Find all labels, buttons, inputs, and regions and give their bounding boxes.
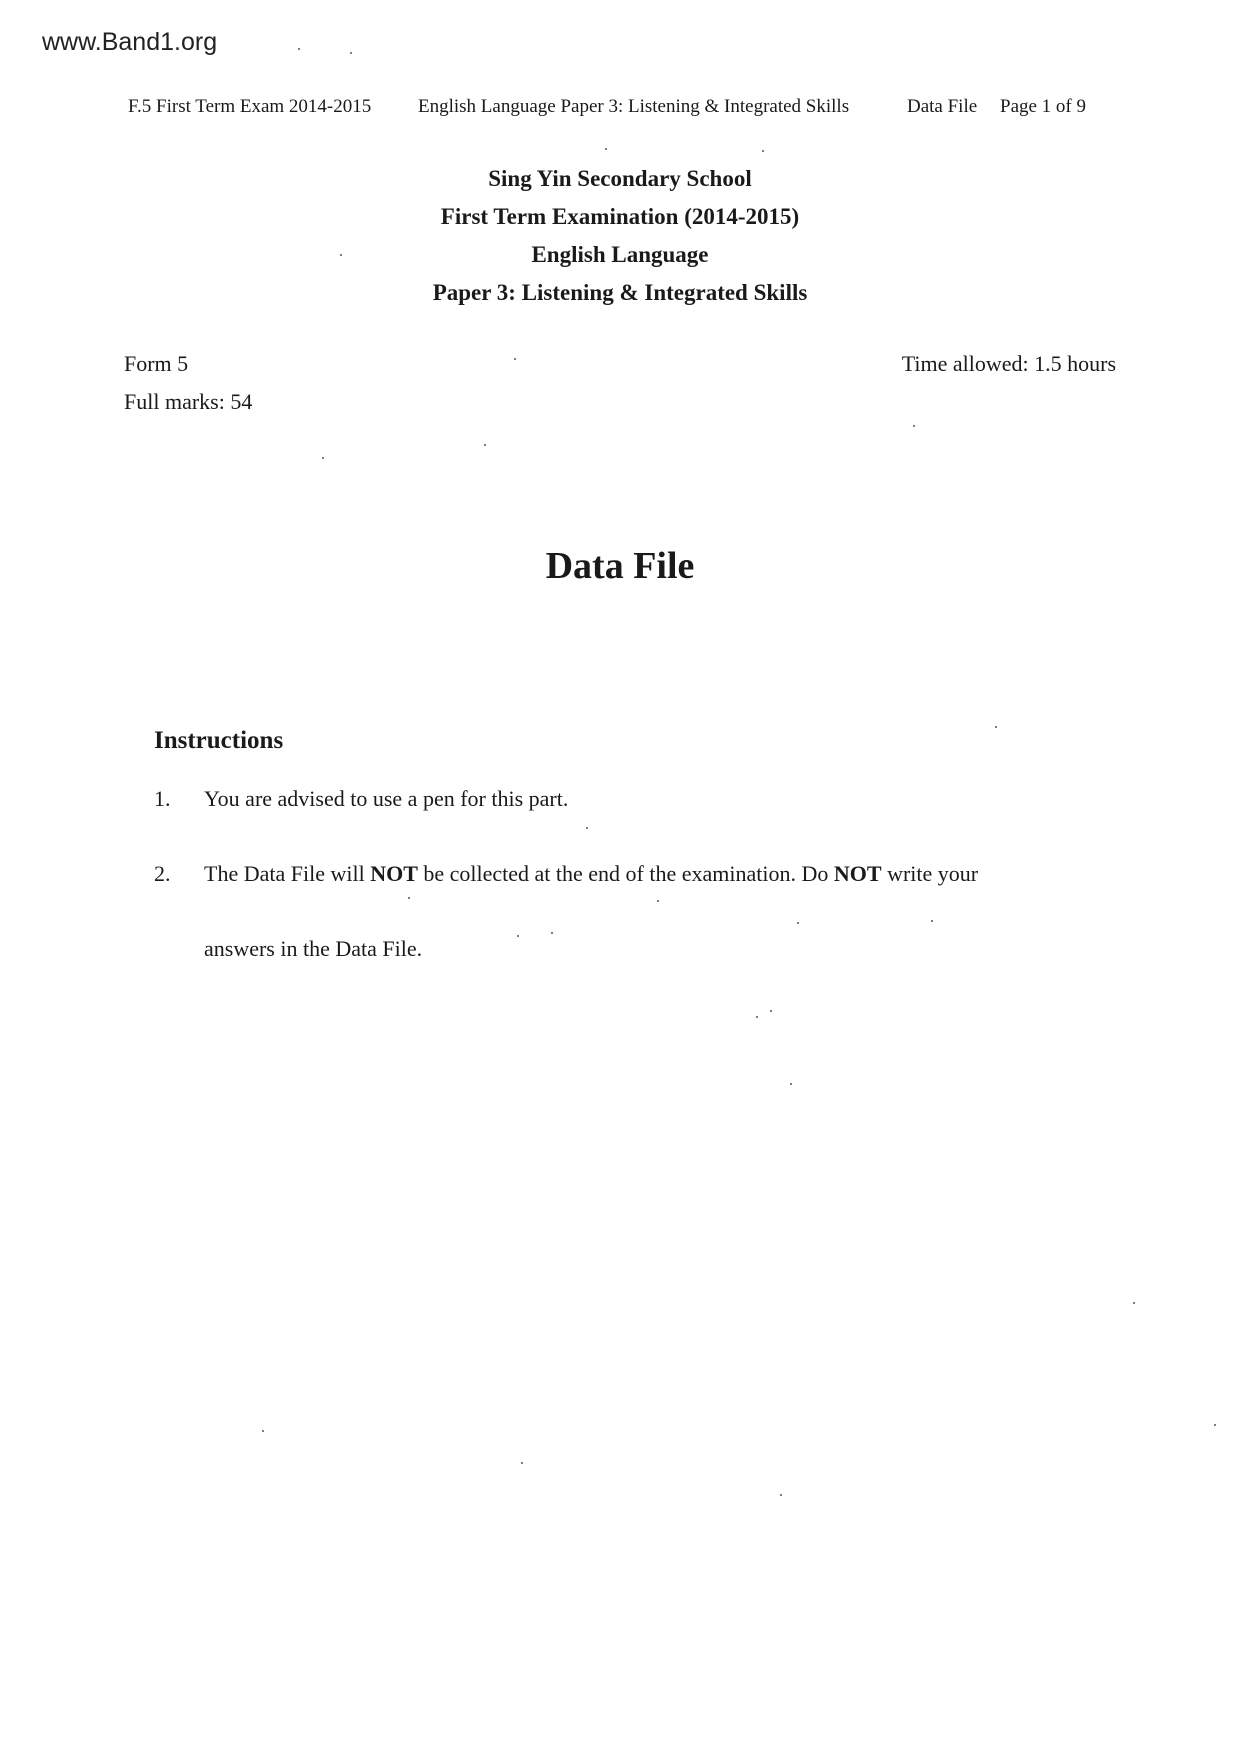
instruction-text [204, 861, 978, 887]
instruction-number: 2. [154, 861, 171, 886]
scan-speck [586, 827, 588, 829]
instruction-emphasis: NOT [833, 861, 882, 886]
scan-speck [657, 900, 659, 902]
scan-speck [262, 1430, 264, 1432]
header-exam: F.5 First Term Exam 2014-2015 [128, 96, 372, 117]
scan-speck [521, 1462, 523, 1464]
instruction-text-part: write your [881, 861, 979, 886]
watermark: www.Band1.org [42, 28, 218, 56]
full-marks-label: Full marks: 54 [124, 389, 253, 414]
scan-speck [517, 935, 519, 937]
scan-speck [298, 48, 300, 50]
scan-speck [770, 1010, 772, 1012]
scan-speck [790, 1083, 792, 1085]
instruction-text: You are advised to use a pen for this part. [204, 786, 569, 811]
scan-speck [514, 358, 516, 360]
scan-speck [931, 920, 933, 922]
scan-speck [913, 425, 915, 427]
scan-speck [484, 444, 486, 446]
scan-speck [605, 148, 607, 150]
form-label: Form 5 [124, 351, 189, 376]
scan-speck [780, 1494, 782, 1496]
instruction-emphasis: NOT [370, 861, 418, 886]
scan-speck [797, 922, 799, 924]
scan-speck [408, 897, 410, 899]
exam-name: First Term Examination (2014-2015) [440, 204, 800, 229]
header-file: Data File [907, 96, 978, 117]
instruction-number: 1. [154, 786, 171, 811]
school-name: Sing Yin Secondary School [488, 166, 752, 191]
scan-speck [1214, 1424, 1216, 1426]
scan-speck [756, 1016, 758, 1018]
instructions-heading: Instructions [154, 727, 284, 754]
header-page: Page 1 of 9 [1000, 96, 1087, 117]
title-block [0, 160, 1240, 312]
time-allowed-label: Time allowed: 1.5 hours [901, 351, 1116, 376]
scan-speck [762, 150, 764, 152]
instruction-text-part: The Data File will [204, 861, 371, 886]
paper-name: Paper 3: Listening & Integrated Skills [432, 280, 808, 305]
scan-speck [340, 254, 342, 256]
document-title: Data File [545, 545, 695, 587]
scan-speck [322, 457, 324, 459]
scan-speck [350, 52, 352, 54]
scan-speck [551, 932, 553, 934]
header-paper: English Language Paper 3: Listening & Integrated Skills [418, 96, 850, 117]
meta-right [902, 345, 1116, 383]
scan-speck [995, 726, 997, 728]
instruction-text-part: be collected at the end of the examination. Do [417, 861, 834, 886]
meta-left [124, 345, 252, 421]
subject-name: English Language [531, 242, 709, 267]
instruction-continuation: answers in the Data File. [204, 936, 423, 961]
scan-speck [1133, 1302, 1135, 1304]
